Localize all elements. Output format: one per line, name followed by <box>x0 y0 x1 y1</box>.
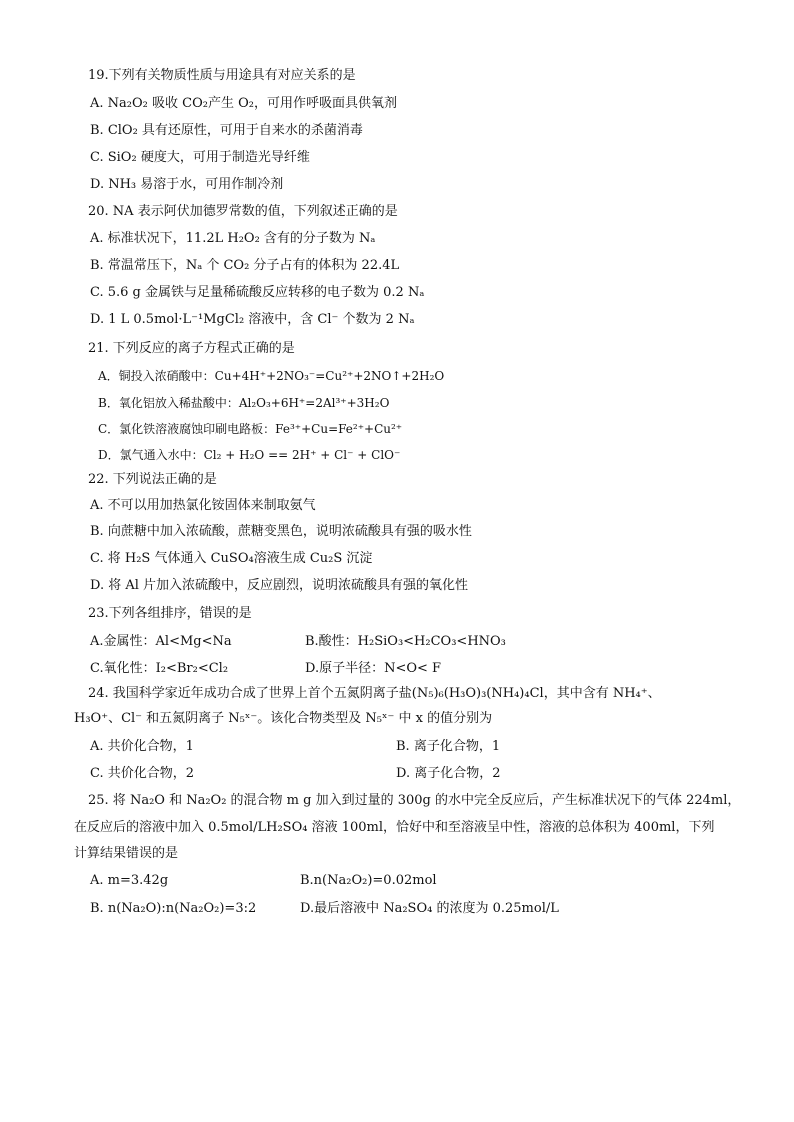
question-20-option-b: B. 常温常压下，Nₐ 个 CO₂ 分子占有的体积为 22.4L <box>90 258 400 273</box>
question-24-option-b: B. 离子化合物，1 <box>396 739 501 754</box>
question-22-option-a: A. 不可以用加热氯化铵固体来制取氨气 <box>90 498 316 513</box>
question-25-stem-line-2: 在反应后的溶液中加入 0.5mol/LH₂SO₄ 溶液 100ml，恰好中和至溶液呈中性，溶液的总体积为 400ml，下列 <box>74 820 715 835</box>
question-25-option-b: B.n(Na₂O₂)=0.02mol <box>300 873 437 888</box>
question-25-option-a: A. m=3.42g <box>90 873 169 888</box>
question-23-stem: 23.下列各组排序，错误的是 <box>88 606 252 621</box>
question-20-option-d: D. 1 L 0.5mol·L⁻¹MgCl₂ 溶液中，含 Cl⁻ 个数为 2 Nₐ <box>90 312 415 327</box>
question-23-option-a: A.金属性：Al<Mg<Na <box>90 634 232 649</box>
question-25-stem-line-1: 25. 将 Na₂O 和 Na₂O₂ 的混合物 m g 加入到过量的 300g 的水中完全反应后，产生标准状况下的气体 224ml， <box>88 793 741 808</box>
question-22-option-c: C. 将 H₂S 气体通入 CuSO₄溶液生成 Cu₂S 沉淀 <box>90 551 373 566</box>
question-25-stem-line-3: 计算结果错误的是 <box>74 846 179 861</box>
question-24-option-a: A. 共价化合物，1 <box>90 739 194 754</box>
question-23-option-c: C.氧化性：I₂<Br₂<Cl₂ <box>90 661 229 676</box>
question-22-option-b: B. 向蔗糖中加入浓硫酸，蔗糖变黑色，说明浓硫酸具有强的吸水性 <box>90 524 472 539</box>
question-19-option-d: D. NH₃ 易溶于水，可用作制冷剂 <box>90 177 284 192</box>
question-21-option-b: B．氧化铝放入稀盐酸中：Al₂O₃+6H⁺=2Al³⁺+3H₂O <box>98 396 390 410</box>
question-21-stem: 21. 下列反应的离子方程式正确的是 <box>88 341 295 356</box>
question-24-stem-line-2: H₃O⁺、Cl⁻ 和五氮阴离子 N₅ˣ⁻。该化合物类型及 N₅ˣ⁻ 中 x 的值分别为 <box>74 711 493 726</box>
question-19-option-a: A. Na₂O₂ 吸收 CO₂产生 O₂，可用作呼吸面具供氧剂 <box>90 96 397 111</box>
question-19-option-c: C. SiO₂ 硬度大，可用于制造光导纤维 <box>90 150 310 165</box>
question-20-option-a: A. 标准状况下，11.2L H₂O₂ 含有的分子数为 Nₐ <box>90 231 376 246</box>
question-21-option-a: A．铜投入浓硝酸中：Cu+4H⁺+2NO₃⁻=Cu²⁺+2NO↑+2H₂O <box>98 369 445 383</box>
question-20-stem: 20. NA 表示阿伏加德罗常数的值，下列叙述正确的是 <box>88 204 398 219</box>
question-19-stem: 19.下列有关物质性质与用途具有对应关系的是 <box>88 68 356 83</box>
question-24-stem-line-1: 24. 我国科学家近年成功合成了世界上首个五氮阴离子盐(N₅)₆(H₃O)₃(NH₄)₄Cl，其中含有 NH₄⁺、 <box>88 686 661 701</box>
question-23-option-d: D.原子半径：N<O< F <box>305 661 442 676</box>
question-24-option-c: C. 共价化合物，2 <box>90 766 195 781</box>
question-22-option-d: D. 将 Al 片加入浓硫酸中，反应剧烈，说明浓硫酸具有强的氧化性 <box>90 578 469 593</box>
question-24-option-d: D. 离子化合物，2 <box>396 766 501 781</box>
question-19-option-b: B. ClO₂ 具有还原性，可用于自来水的杀菌消毒 <box>90 123 363 138</box>
question-25-option-d: D.最后溶液中 Na₂SO₄ 的浓度为 0.25mol/L <box>300 901 559 916</box>
question-22-stem: 22. 下列说法正确的是 <box>88 472 217 487</box>
question-20-option-c: C. 5.6 g 金属铁与足量稀硫酸反应转移的电子数为 0.2 Nₐ <box>90 285 425 300</box>
question-23-option-b: B.酸性：H₂SiO₃<H₂CO₃<HNO₃ <box>305 634 506 649</box>
question-21-option-c: C．氯化铁溶液腐蚀印刷电路板：Fe³⁺+Cu=Fe²⁺+Cu²⁺ <box>98 422 403 436</box>
question-21-option-d: D．氯气通入水中：Cl₂ + H₂O == 2H⁺ + Cl⁻ + ClO⁻ <box>98 448 401 462</box>
question-25-option-c: B. n(Na₂O):n(Na₂O₂)=3:2 <box>90 901 257 916</box>
